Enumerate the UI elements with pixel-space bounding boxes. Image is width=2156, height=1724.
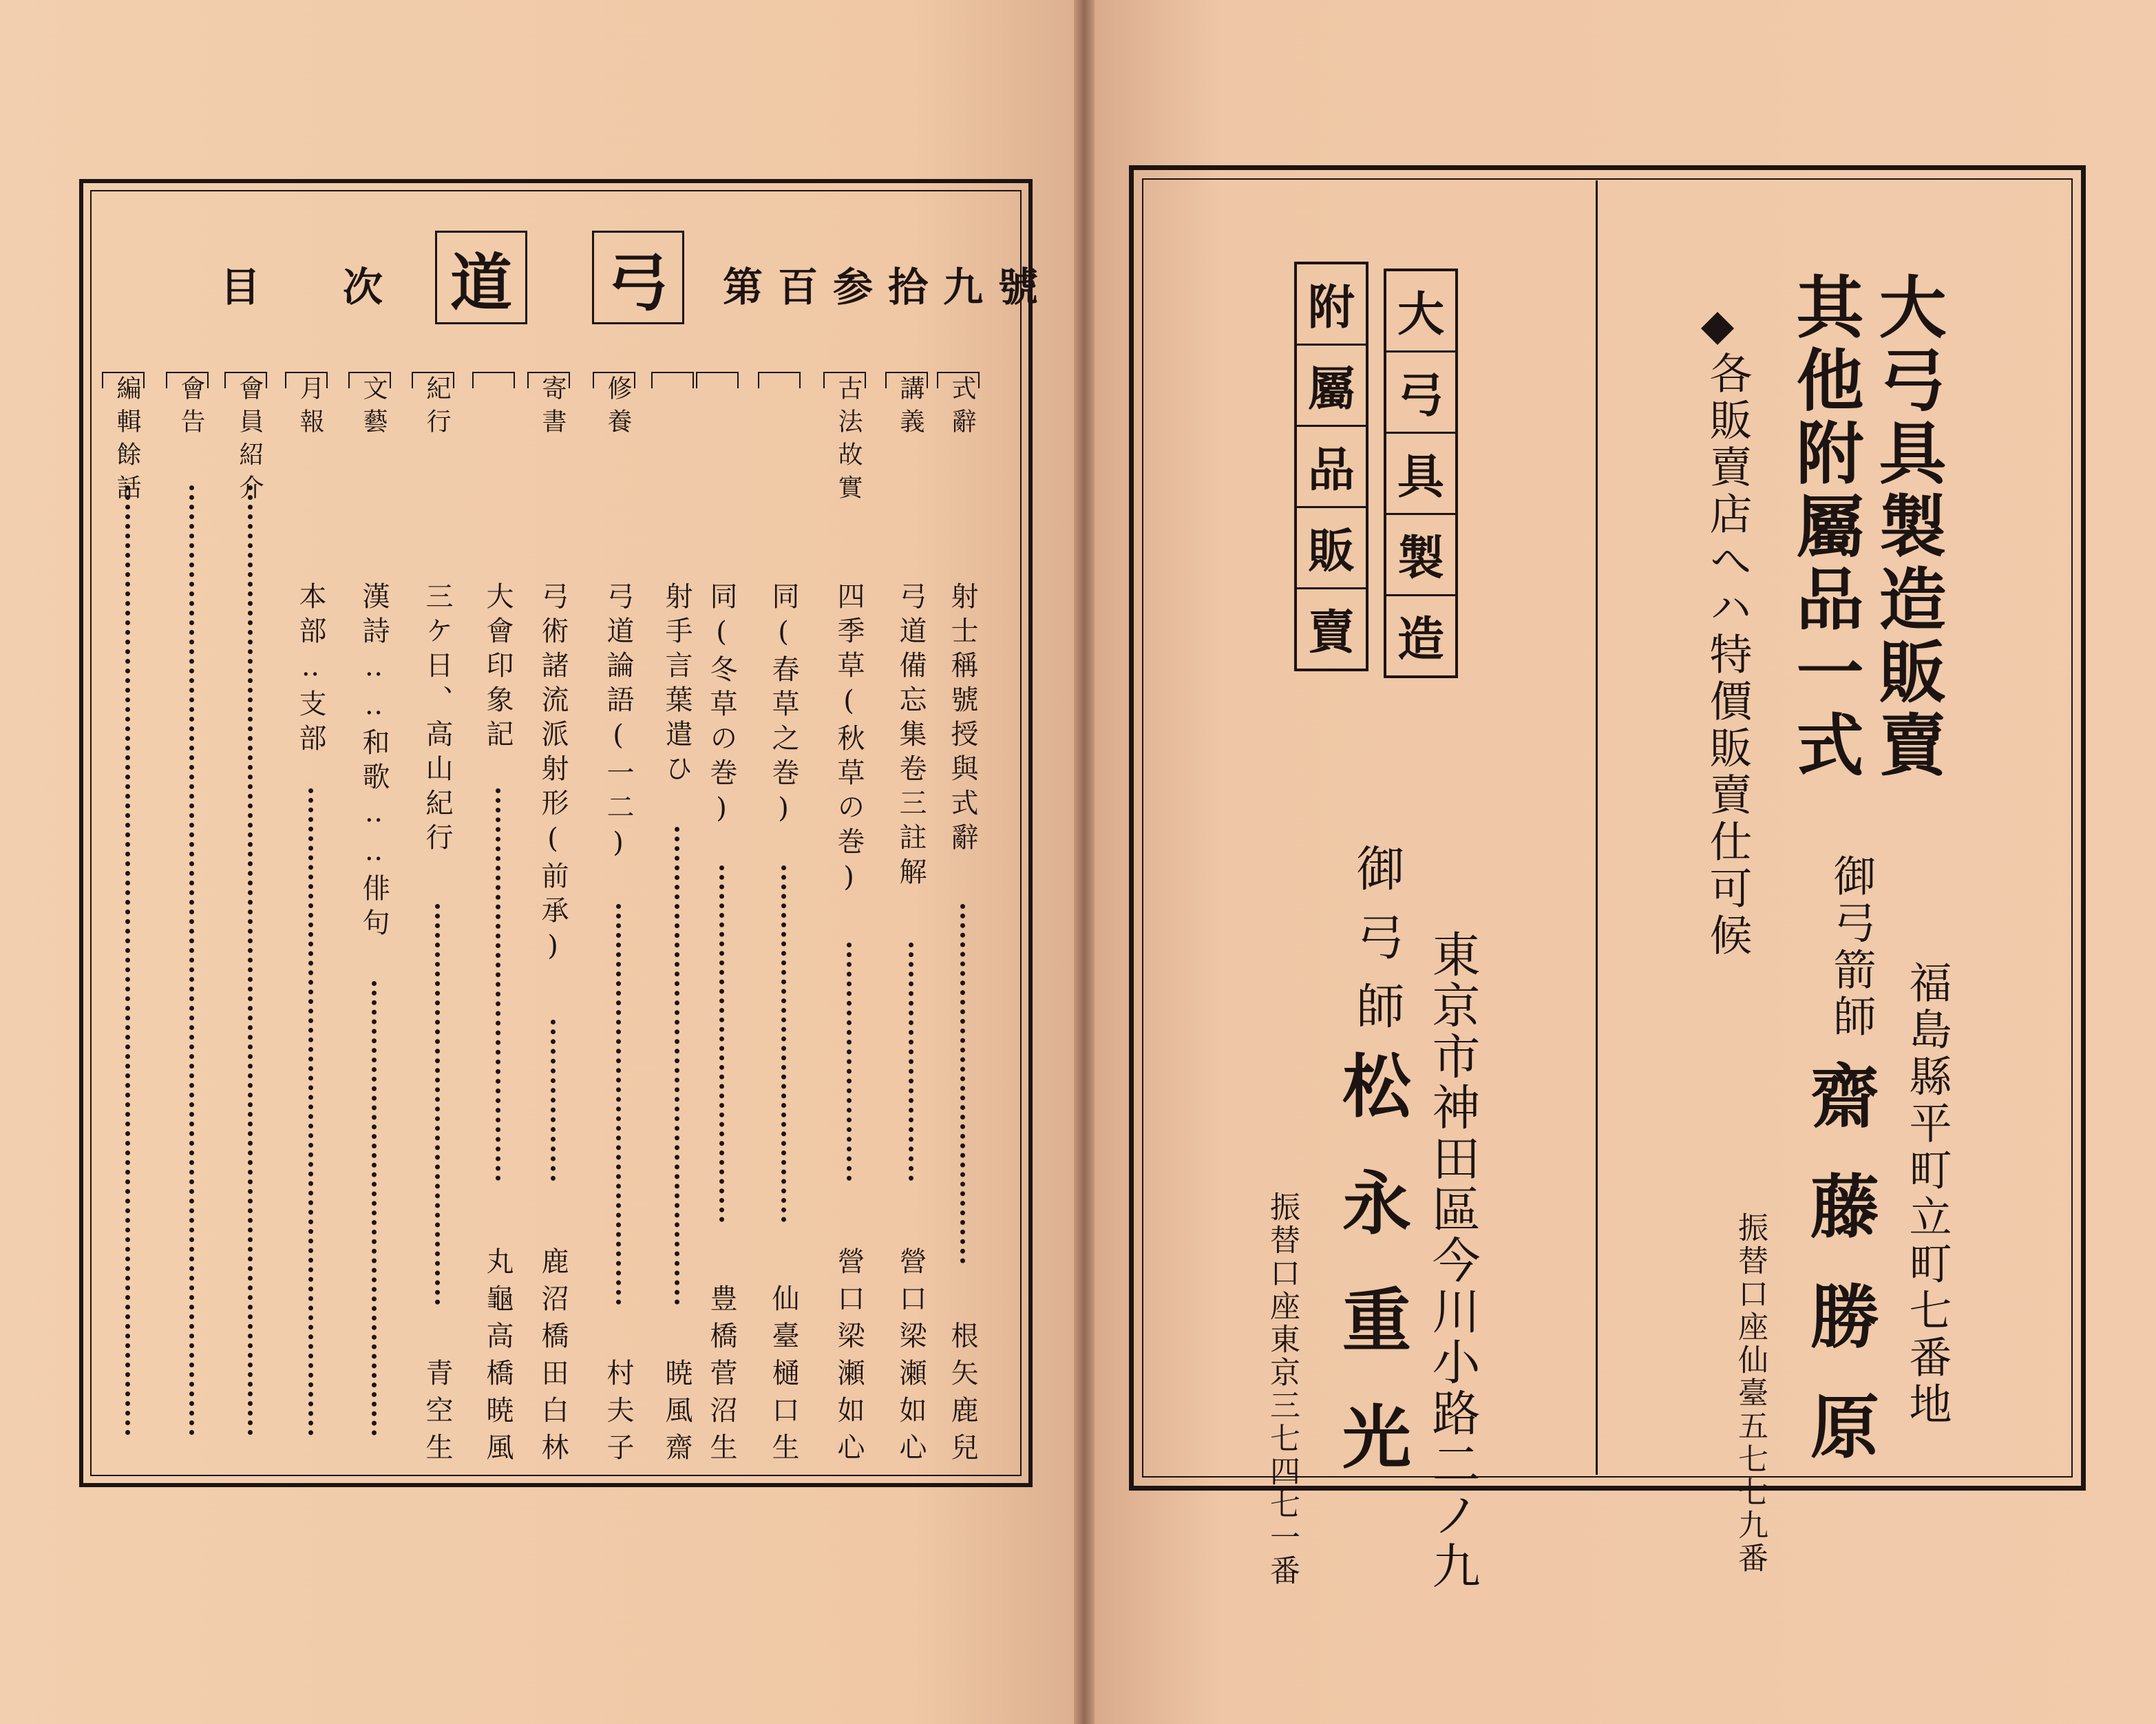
issue-number: 第百参拾九號 [723, 264, 1054, 311]
ad-right-account: 振替口座仙臺五七七九番 [1733, 1212, 1768, 1575]
toc-category: 修養 [604, 375, 632, 441]
toc-title: 射手言葉遣ひ [661, 582, 693, 788]
toc-author: 鹿沼橋田白林 [537, 1247, 569, 1470]
leader-dots [308, 788, 313, 1436]
toc-label: 目次 [220, 264, 466, 311]
leader-dots [125, 485, 130, 1436]
toc-author: 丸龜高橋暁風 [482, 1247, 514, 1470]
toc-entry [706, 375, 750, 1477]
toc-title: 四季草(秋草の巻) [833, 582, 865, 900]
ad-divider [1596, 180, 1598, 1475]
title-char-michi: 道 [435, 231, 527, 324]
toc-entry [537, 375, 581, 1477]
toc-category: 月報 [296, 375, 324, 441]
leader-dots [675, 827, 679, 1305]
leader-dots [781, 865, 786, 1222]
box-char: 品 [1297, 427, 1366, 508]
toc-author: 豊橋菅沼生 [706, 1284, 737, 1470]
toc-entry [234, 375, 278, 1477]
leader-dots [496, 788, 500, 1181]
toc-entry [176, 375, 220, 1477]
ad-left-role: 御弓師 [1349, 843, 1405, 1050]
leader-dots [189, 485, 194, 1436]
toc-title: 本部‥支部 [295, 582, 326, 758]
box-char: 具 [1386, 434, 1455, 515]
toc-entry [421, 375, 465, 1477]
ad-right-address: 福島縣平町立町七番地 [1902, 960, 1952, 1429]
ad-left-account: 振替口座東京三七四七一番 [1265, 1191, 1300, 1588]
toc-title: 弓道備忘集卷三註解 [895, 582, 927, 892]
toc-author: 營口梁瀬如心 [895, 1247, 927, 1470]
book-gutter [1074, 0, 1095, 1724]
box-char: 弓 [1386, 353, 1455, 434]
toc-title: 弓道論語(一二) [602, 582, 634, 865]
ad-right-line1: 大弓具製造販賣 [1868, 272, 1947, 783]
toc-entry [895, 375, 939, 1477]
toc-title: 大會印象記 [482, 582, 514, 754]
toc-entry [833, 375, 877, 1477]
toc-entry [295, 375, 339, 1477]
toc-category: 會員紹介 [235, 375, 264, 507]
toc-author: 青空生 [421, 1358, 453, 1470]
leader-dots [719, 865, 724, 1222]
toc-category: 紀行 [423, 375, 451, 441]
box-char: 賣 [1307, 605, 1355, 660]
toc-category: 式辭 [948, 375, 976, 441]
leader-dots [960, 904, 965, 1263]
toc-category: 編輯餘話 [113, 375, 141, 507]
box-char: 屬 [1297, 346, 1366, 427]
toc-entry [358, 375, 402, 1477]
toc-author: 根矢鹿兒 [947, 1321, 978, 1470]
toc-title: 漢詩‥‥和歌‥‥俳句 [358, 582, 390, 943]
toc-title: 射士稱號授與式辭 [947, 582, 978, 857]
box-char: 大 [1386, 271, 1455, 353]
toc-author: 營口梁瀬如心 [833, 1247, 865, 1470]
toc-author: 暁風齋 [661, 1358, 693, 1470]
ad-right-line2: 其他附屬品一式 [1785, 272, 1864, 783]
leader-dots [248, 485, 253, 1436]
toc-category: 文藝 [359, 375, 388, 441]
ad-left-name: 松永重光 [1331, 1050, 1412, 1518]
ad-right-role: 御弓箭師 [1826, 854, 1877, 1041]
leader-dots [847, 943, 852, 1181]
toc-entry [112, 375, 156, 1477]
leader-dots [616, 904, 621, 1305]
toc-category: 古法故實 [834, 375, 863, 507]
toc-entry [661, 375, 705, 1477]
toc-category: 講義 [896, 375, 924, 441]
box-char: 販 [1297, 508, 1366, 589]
leader-dots [435, 904, 440, 1305]
box-char: 造 [1397, 612, 1444, 667]
toc-entry [947, 375, 991, 1477]
toc-author: 村夫子 [602, 1358, 634, 1470]
diamond-icon [1706, 317, 1729, 343]
leader-dots [372, 981, 377, 1436]
title-char-yumi: 弓 [592, 231, 684, 324]
toc-category: 寄書 [538, 375, 567, 441]
toc-title: 三ケ日、高山紀行 [421, 582, 453, 857]
ad-box-manufacture [1384, 269, 1458, 678]
ad-left-address: 東京市神田區今川小路二ノ九 [1424, 929, 1481, 1592]
ad-right-note: 各販賣店へハ特價販賣仕可候 [1702, 351, 1753, 960]
toc-title: 同(冬草の巻) [706, 582, 737, 831]
box-char: 製 [1386, 515, 1455, 596]
toc-category: 會告 [177, 375, 205, 441]
toc-title: 同(春草之巻) [768, 582, 799, 831]
leader-dots [909, 943, 913, 1181]
toc-entry [602, 375, 646, 1477]
ad-right-name: 齋藤勝原 [1799, 1060, 1880, 1501]
ad-box-sales [1294, 262, 1368, 671]
box-char: 附 [1297, 264, 1366, 346]
leader-dots [551, 1020, 556, 1181]
toc-title: 弓術諸流派射形(前承) [537, 582, 569, 969]
toc-entry [768, 375, 812, 1477]
toc-author: 仙臺樋口生 [768, 1284, 799, 1470]
toc-entry [482, 375, 526, 1477]
